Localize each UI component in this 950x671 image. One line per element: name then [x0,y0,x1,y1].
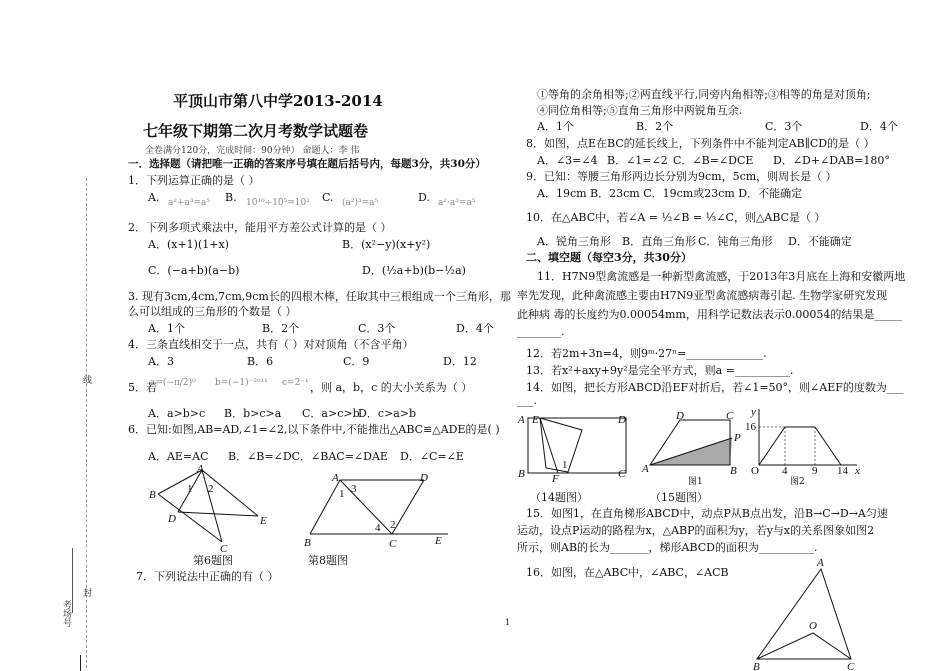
section-fill-heading: 二、填空题（每空3分，共30分） [526,251,692,264]
q2-opt-c: C．(−a+b)(a−b) [148,264,240,277]
margin-line-char: 线 [81,375,91,384]
q10-opt-b: B．直角三角形 [622,235,697,248]
q6-opt-d: D．∠C=∠E [400,450,464,463]
q5-prefix: 5．若 [128,381,157,394]
q7-opt-b: B．2个 [636,120,674,133]
q10-opt-d: D．不能确定 [788,235,852,248]
q11-text-line3: 此种病 毒的长度约为0.00054mm，用科学记数法表示0.00054的结果是_____ [517,308,902,321]
q3-opt-b: B．2个 [262,322,300,335]
q15-text-line2: 运动，设点P运动的路程为x，△ABP的面积为y，若y与x的关系图象如图2 [517,524,875,537]
graph-label-9: 9 [812,465,818,477]
fig16-label-o: O [809,620,817,632]
q4-opt-a: A．3 [148,355,174,368]
fig16-label-a: A [817,557,824,569]
fig8-label-a: A [332,472,339,484]
q5-math-a: a=(−π/2)⁰ [150,378,196,388]
q9-options: A．19cm B．23cm C．19cm或23cm D．不能确定 [537,187,803,200]
fig6-label-e: E [260,515,267,527]
graph-label-4: 4 [782,465,788,477]
graph-caption-2: 图2 [790,477,805,487]
q1-text: 1．下列运算正确的是（ ） [128,174,260,187]
fig14-label-a: A [518,414,525,426]
q7-text: 7．下列说法中正确的有（ ） [136,570,279,583]
fig14-label-c: C [618,468,626,480]
q9-text: 9．已知：等腰三角形两边长分别为9cm，5cm，则周长是（ ） [526,170,837,183]
figure-q15-trapezoid [640,410,745,475]
q4-opt-c: C．9 [343,355,370,368]
fig15-caption: （15题图） [650,491,708,504]
q4-opt-b: B．6 [247,355,274,368]
q1-opt-c-label: C. [322,191,334,204]
fig14-label-b: B [518,468,525,480]
q5-opt-a: A．a>b>c [148,407,206,420]
paper-title-line1: 平顶山市第八中学2013-2014 [173,92,383,110]
q3-text-line2: 么可以组成的三角形的个数是（ ） [128,305,297,318]
figure-q15-graph [745,405,865,477]
q16-text: 16．如图，在△ABC中，∠ABC，∠ACB [526,566,729,579]
figure-q8 [298,470,458,550]
q7-opt-c: C．3个 [765,120,803,133]
q7-opt-a: A．1个 [537,120,574,133]
q1-opt-b-label: B. [225,191,237,204]
q2-opt-d: D．(½a+b)(b−½a) [362,264,466,277]
q5-math-c: c=2⁻¹ [282,378,309,388]
q1-opt-d-label: D. [418,191,430,204]
q8-opt-c: C．∠B=∠DCE [673,154,754,167]
q2-opt-a: A．(x+1)(1+x) [148,238,229,251]
figure-q14 [512,410,632,485]
graph-label-16: 16 [745,421,756,433]
q11-text-line4: ________. [517,325,565,338]
fig8-caption: 第8题图 [308,554,348,567]
fig6-label-c: C [220,543,228,552]
section-choice-heading: 一．选择题（请把唯一正确的答案序号填在题后括号内，每题3分，共30分） [128,158,486,170]
q12-text: 12．若2m+3n=4，则9ᵐ·27ⁿ=______________. [526,347,767,360]
q3-opt-a: A．1个 [148,322,185,335]
figure-q16 [745,555,870,671]
q6-text: 6．已知:如图,AB=AD,∠1=∠2,以下条件中,不能推出△ABC≌△ADE的是( ) [128,423,500,436]
fig6-angle-1: 1 [187,483,193,495]
paper-info: 全卷满分120分，完成时间：90分钟） 命题人：李 伟 [145,146,360,156]
q7-opt-d: D．4个 [860,120,898,133]
q5-opt-c: C．a>c>b [302,407,360,420]
q2-text: 2．下列多项式乘法中，能用平方差公式计算的是（ ） [128,221,392,234]
q8-text: 8．如图，点E在BC的延长线上，下列条件中不能判定AB∥CD的是（ ） [526,137,875,150]
q11-text-line2: 率先发现，此种禽流感主要由H7N9亚型禽流感病毒引起. 生物学家研究发现 [517,289,888,302]
fig15-label-b: B [730,465,737,475]
q1-opt-a-label: A. [148,191,160,204]
q7-statements-line1: ①等角的余角相等;②两直线平行,同旁内角相等;③相等的角是对顶角; [537,88,871,101]
fig6-angle-2: 2 [208,483,214,495]
fig8-angle-4: 4 [375,522,381,534]
q3-opt-d: D．4个 [456,322,494,335]
q6-opt-a: A．AE=AC [148,450,209,463]
q2-opt-b: B．(x²−y)(x+y²) [342,238,431,251]
q5-math-b: b=(−1)⁻²⁰¹¹ [215,378,268,388]
q3-opt-c: C．3个 [358,322,396,335]
figure-q6 [140,462,280,552]
fig8-label-c: C [389,538,397,550]
fig14-label-e: E [532,414,539,426]
q10-opt-a: A．锐角三角形 [537,235,611,248]
q13-text: 13．若x²+axy+9y²是完全平方式，则a =__________. [526,364,794,377]
fig8-angle-1: 1 [339,488,345,500]
fig6-caption: 第6题图 [193,554,233,567]
q7-statements-line2: ④同位角相等;⑤直角三角形中两锐角互余. [537,104,743,117]
margin-seal-char: 封 [81,588,91,597]
fig6-label-b: B [149,489,156,501]
q15-text-line1: 15．如图1，在直角梯形ABCD中，动点P从B点出发，沿B→C→D→A匀速 [526,507,888,520]
fig8-angle-3: 3 [351,483,357,495]
fig15-label-p: P [734,432,741,444]
q5-opt-b: B．b>c>a [224,407,282,420]
q1-opt-c-math: (a²)³=a⁵ [342,198,379,208]
q14-text-line1: 14．如图，把长方形ABCD沿EF对折后，若∠1=50°，则∠AEF的度数为___ [526,381,904,394]
q1-opt-a-math: a²+a³=a⁵ [168,198,211,208]
page-number: 1 [505,618,511,627]
q8-opt-d: D．∠D+∠DAB=180° [773,154,890,167]
q5-suffix: ，则 a，b，c 的大小关系为（ ） [310,381,473,394]
fig15-label-a: A [642,463,649,475]
fig6-label-d: D [168,513,176,525]
graph-label-14: 14 [837,465,848,477]
fig14-angle-1: 1 [562,459,568,471]
fig8-label-d: D [420,472,428,484]
fig14-label-d: D [618,414,626,426]
q14-text-line2: ___. [517,394,537,407]
q8-opt-b: B．∠1=∠2 [607,154,668,167]
fig16-label-b: B [753,661,760,671]
margin-solid-line [80,655,81,671]
fig16-label-c: C [847,661,855,671]
q6-opt-bc: B．∠B=∠DC．∠BAC=∠DAE [228,450,388,463]
q8-opt-a: A．∠3=∠4 [537,154,598,167]
fig6-label-a: A [197,463,204,475]
fig14-caption: （14题图） [530,491,588,504]
graph-label-y: y [751,406,756,418]
q1-opt-d-math: a²·a³=a⁵ [438,198,476,208]
fig8-angle-2: 2 [390,519,396,531]
fig8-label-b: B [304,537,311,549]
graph-label-o: O [751,465,759,477]
fig15-label-c: C [726,410,734,422]
q1-opt-b-math: 10¹⁰÷10⁵=10² [246,198,310,208]
graph-caption-1: 图1 [688,477,703,487]
paper-title-line2: 七年级下期第二次月考数学试题卷 [143,122,369,140]
q11-text-line1: 11．H7N9型禽流感是一种新型禽流感，于2013年3月底在上海和安徽两地 [537,270,906,283]
q5-opt-d: D．c>a>b [358,407,417,420]
fig8-label-e: E [435,535,442,547]
q10-opt-c: C．钝角三角形 [698,235,773,248]
q15-text-line3: 所示，则AB的长为_______，梯形ABCD的面积为__________. [517,541,818,554]
q4-opt-d: D．12 [443,355,477,368]
q10-text: 10．在△ABC中，若∠A = ½∠B = ⅓∠C，则△ABC是（ ） [526,211,826,224]
fig15-label-d: D [676,410,684,422]
exam-number-label: 考场号 [61,600,71,627]
q3-text-line1: 3. 现有3cm,4cm,7cm,9cm长的四根木棒，任取其中三根组成一个三角形，那 [128,290,511,303]
q4-text: 4．三条直线相交于一点，共有（ ）对对顶角（不含平角） [128,338,414,351]
fig14-label-f: F [552,473,559,485]
graph-label-x: x [855,465,860,477]
